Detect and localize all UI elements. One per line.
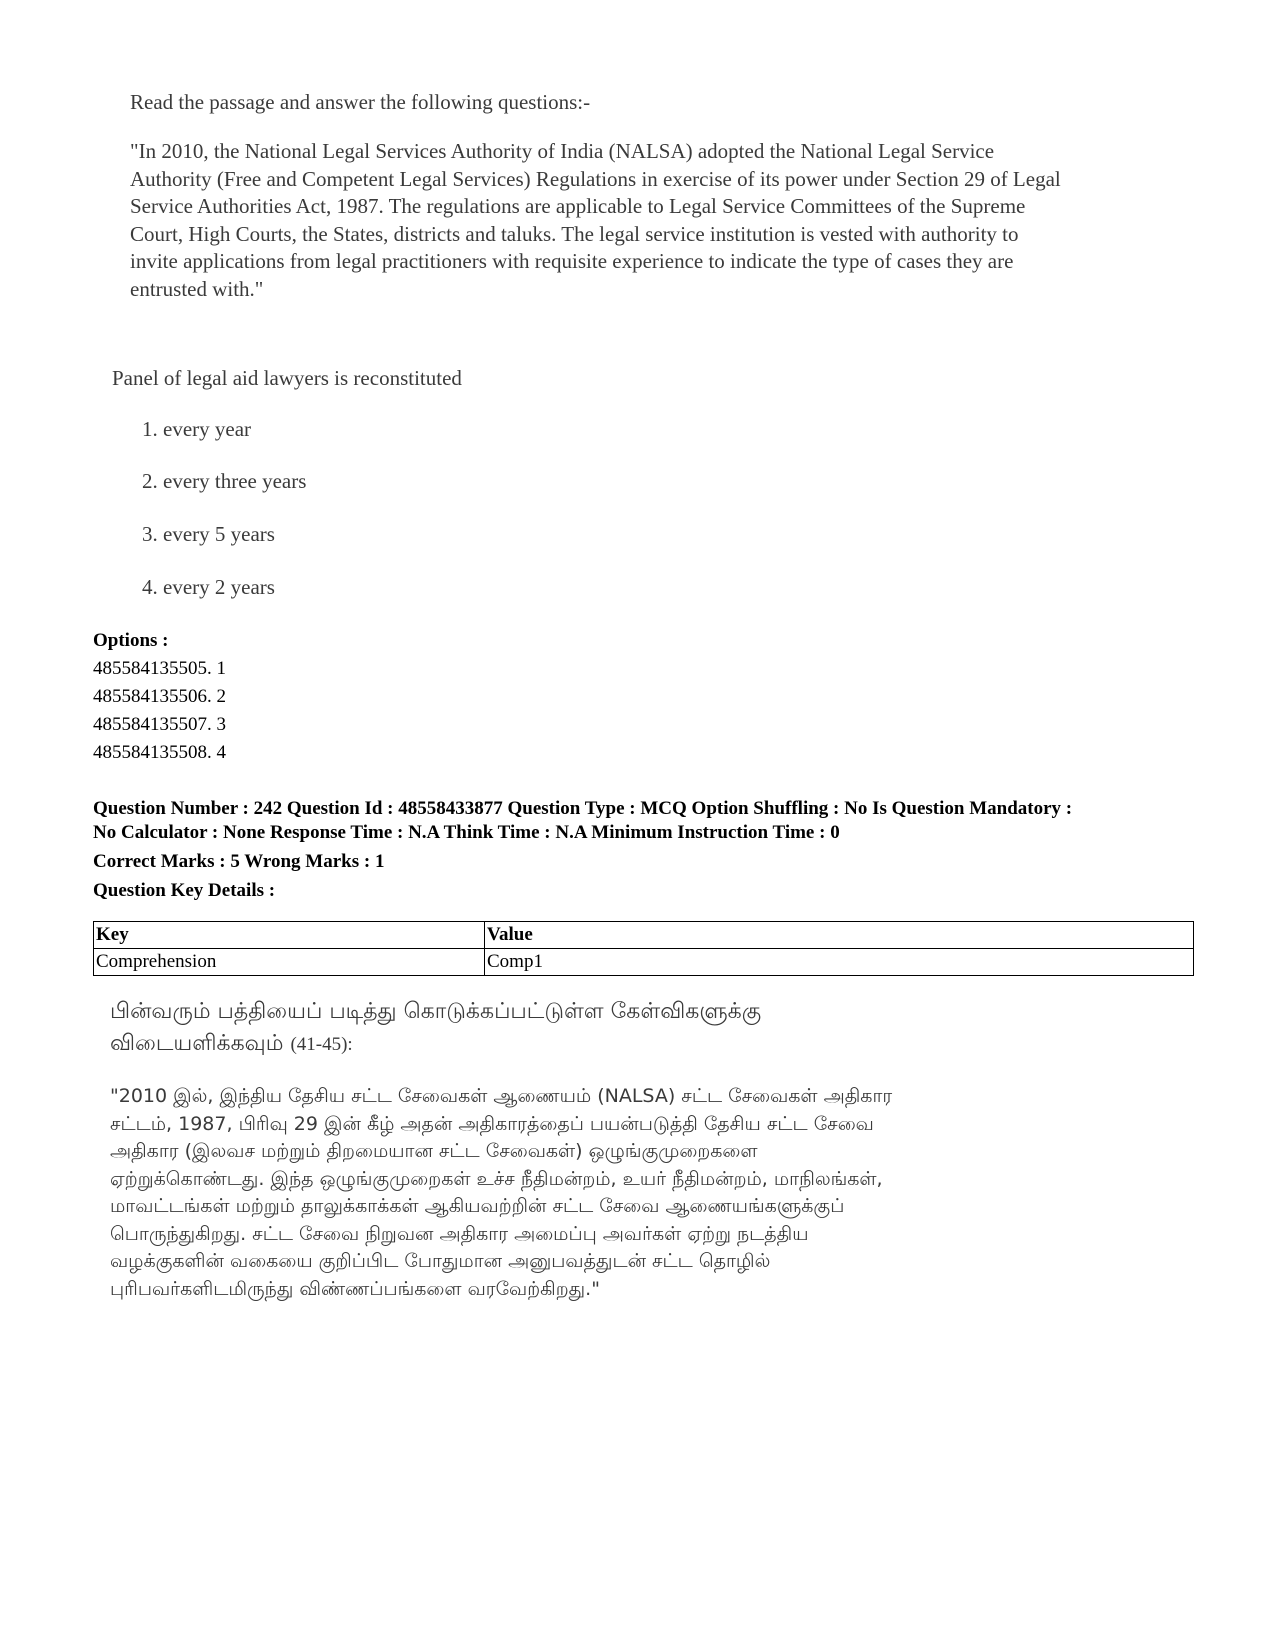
passage-line: "In 2010, the National Legal Services Authority of India (NALSA) adopted the National Legal Service [130,139,995,163]
passage-line: Service Authorities Act, 1987. The regulations are applicable to Legal Service Committees of the Supreme [130,194,1026,218]
key-details-heading: Question Key Details : [93,880,276,901]
tamil-passage-line: அதிகார (இலவச மற்றும் திறமையான சட்ட சேவைகள்) ஒழுங்குமுறைகளை [110,1140,758,1162]
option-item: 485584135506. 2 [93,686,226,707]
passage-line: entrusted with." [130,276,264,301]
tamil-passage-line: வழக்குகளின் வகையை குறிப்பிட போதுமான அனுபவத்துடன் சட்ட தொழில் [110,1250,771,1272]
table-cell: Comprehension [94,949,485,976]
marks-line: Correct Marks : 5 Wrong Marks : 1 [93,851,385,872]
passage-instruction: Read the passage and answer the following questions:- [130,90,591,114]
tamil-passage-line: சட்டம், 1987, பிரிவு 29 இன் கீழ் அதன் அதிகாரத்தைப் பயன்படுத்தி தேசிய சட்ட சேவை [110,1112,874,1135]
tamil-passage-line: மாவட்டங்கள் மற்றும் தாலுக்காக்கள் ஆகியவற்றின் சட்ட சேவை ஆணையங்களுக்குப் [110,1195,845,1217]
option-item: 485584135508. 4 [93,742,226,763]
answer-choice: 2. every three years [142,469,307,493]
option-item: 485584135507. 3 [93,714,226,735]
table-cell: Comp1 [485,949,1194,976]
options-heading: Options : [93,630,169,651]
tamil-passage-line: புரிபவர்களிடமிருந்து விண்ணப்பங்களை வரவேற்கிறது." [110,1277,600,1300]
answer-choice: 4. every 2 years [142,575,275,599]
english-passage [130,138,1190,303]
option-item: 485584135505. 1 [93,658,226,679]
tamil-passage-line: பொருந்துகிறது. சட்ட சேவை நிறுவன அதிகார அமைப்பு அவர்கள் ஏற்று நடத்திய [110,1222,809,1245]
tamil-passage-line: "2010 இல், இந்திய தேசிய சட்ட சேவைகள் ஆணையம் (NALSA) சட்ட சேவைகள் அதிகார [110,1085,893,1107]
tamil-passage-line: ஏற்றுக்கொண்டது. இந்த ஒழுங்குமுறைகள் உச்ச நீதிமன்றம், உயர் நீதிமன்றம், மாநிலங்கள், [110,1167,883,1190]
passage-line: invite applications from legal practitioners with requisite experience to indicate the type of cases they are [130,249,1014,273]
question-meta-line: No Calculator : None Response Time : N.A Think Time : N.A Minimum Instruction Time : 0 [93,822,840,843]
table-row [94,949,1194,976]
question-range: (41-45): [290,1034,353,1055]
tamil-heading-text: விடையளிக்கவும் [110,1031,284,1056]
column-header: Value [485,922,1194,949]
column-header: Key [94,922,485,949]
key-details-table [93,921,1194,976]
tamil-heading [110,996,761,1061]
tamil-passage [110,1083,892,1303]
answer-choice: 3. every 5 years [142,522,275,546]
tamil-heading-line [110,1028,761,1061]
question-stem: Panel of legal aid lawyers is reconstituted [112,366,462,390]
passage-line: Authority (Free and Competent Legal Services) Regulations in exercise of its power under Section 29 of Legal [130,166,1061,191]
question-meta-line: Question Number : 242 Question Id : 48558433877 Question Type : MCQ Option Shuffling : No Is Question Mandatory : [93,798,1073,819]
passage-line: Court, High Courts, the States, districts and taluks. The legal service institution is vested with authority to [130,221,1019,246]
answer-choice: 1. every year [142,417,252,441]
table-header-row [94,922,1194,949]
tamil-heading-line: பின்வரும் பத்தியைப் படித்து கொடுக்கப்பட்டுள்ள கேள்விகளுக்கு [110,999,762,1024]
